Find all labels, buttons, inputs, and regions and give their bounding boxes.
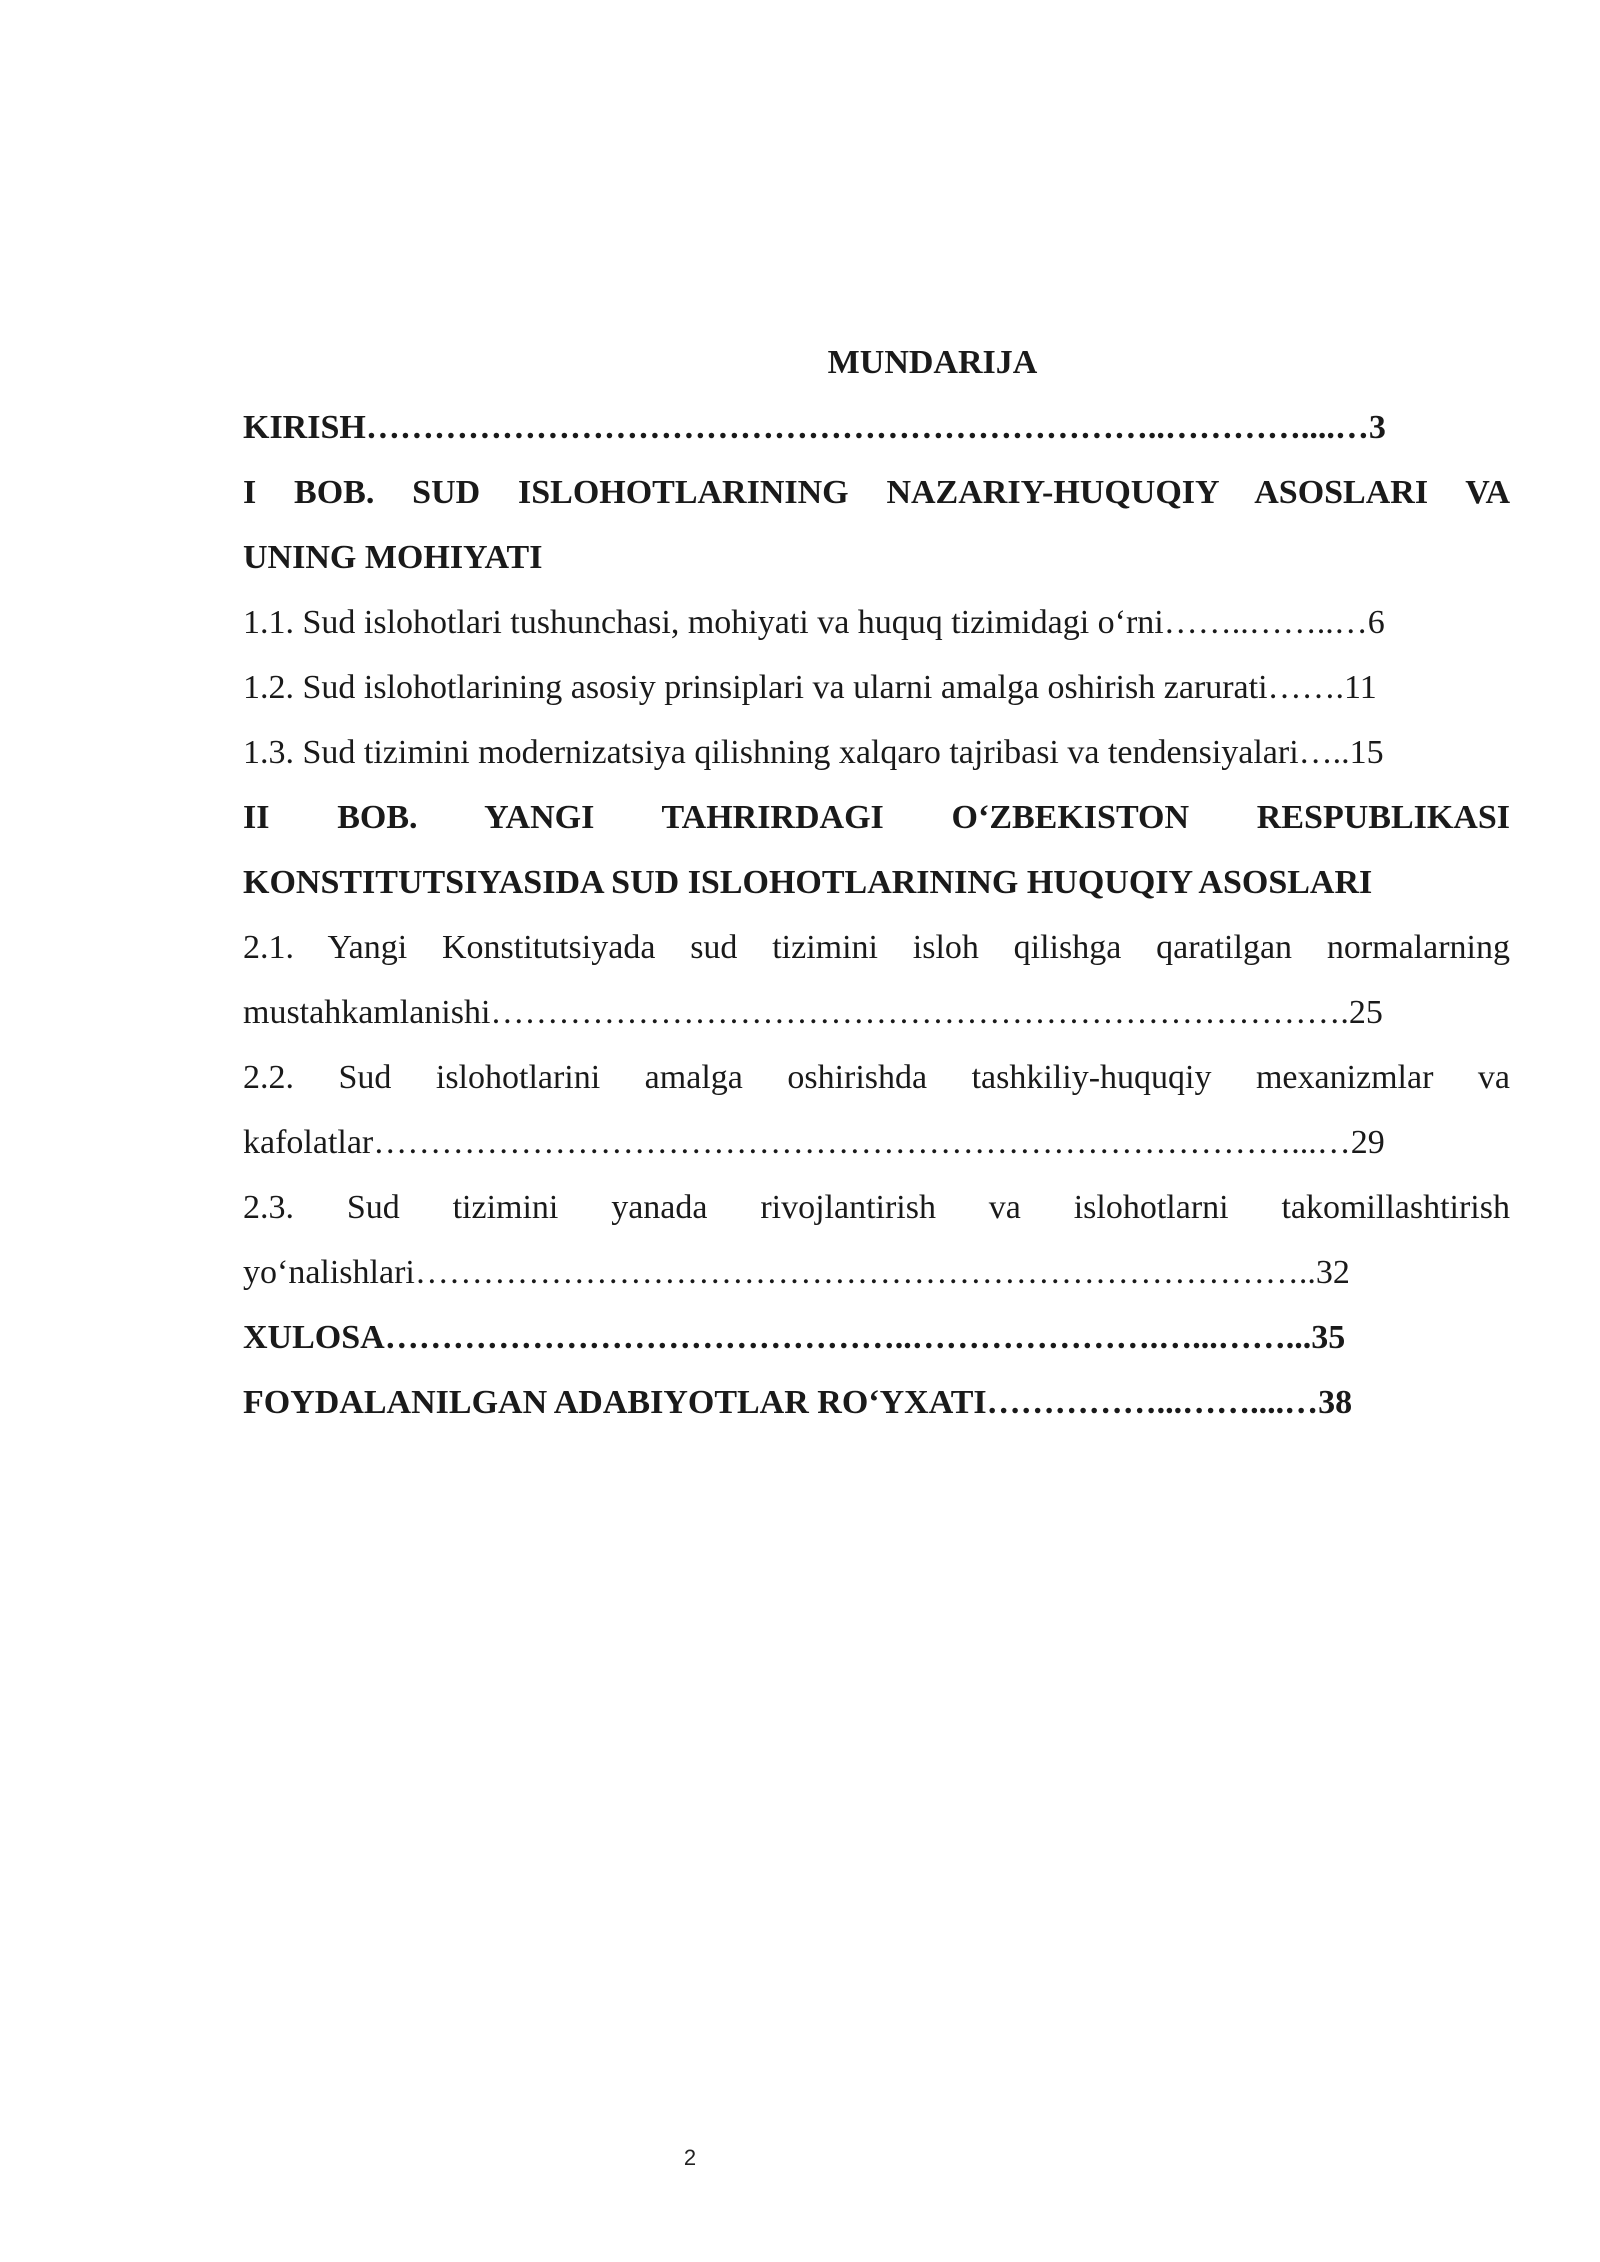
toc-entry-2-1: 2.1. Yangi Konstitutsiyada sud tizimini isloh qilishga qaratilgan normalarning [243, 929, 1510, 966]
toc-entry-2-3: 2.3. Sud tizimini yanada rivojlantirish va islohotlarni takomillashtirish [243, 1189, 1510, 1226]
toc-chapter-2-heading: II BOB. YANGI TAHRIRDAGI O‘ZBEKISTON RESPUBLIKASI [243, 799, 1510, 836]
toc-chapter-1-heading: I BOB. SUD ISLOHOTLARINING NAZARIY-HUQUQIY ASOSLARI VA [243, 474, 1510, 511]
toc-entry-2-2: 2.2. Sud islohotlarini amalga oshirishda tashkiliy-huquqiy mexanizmlar va [243, 1059, 1510, 1096]
toc-entry-2-2-cont: kafolatlar………………………………………………………………………...…29 [243, 1124, 1385, 1161]
toc-title: MUNDARIJA [827, 344, 1038, 381]
toc-chapter-1-heading-cont: UNING MOHIYATI [243, 539, 543, 576]
toc-entry-adabiyotlar: FOYDALANILGAN ADABIYOTLAR RO‘YXATI……………...……....…38 [243, 1384, 1353, 1421]
toc-chapter-2-heading-cont: KONSTITUTSIYASIDA SUD ISLOHOTLARINING HUQUQIY ASOSLARI [243, 864, 1373, 901]
toc-entry-1-1: 1.1. Sud islohotlari tushunchasi, mohiyati va huquq tizimidagi o‘rni……..……..…6 [243, 604, 1385, 641]
page-number: 2 [683, 2145, 697, 2170]
toc-entry-kirish: KIRISH……………………………………………………………..…………....…3 [243, 409, 1386, 446]
toc-entry-2-1-cont: mustahkamlanishi………………………………………………………………….25 [243, 994, 1383, 1031]
table-of-contents [243, 330, 1510, 1435]
toc-entry-1-2: 1.2. Sud islohotlarining asosiy prinsiplari va ularni amalga oshirish zarurati…….11 [243, 669, 1377, 706]
toc-entry-xulosa: XULOSA………………………………………..………………….…...……...35 [243, 1319, 1346, 1356]
toc-entry-1-3: 1.3. Sud tizimini modernizatsiya qilishning xalqaro tajribasi va tendensiyalari…..15 [243, 734, 1384, 771]
toc-entry-2-3-cont: yo‘nalishlari……………………………………………………………………..32 [243, 1254, 1350, 1291]
